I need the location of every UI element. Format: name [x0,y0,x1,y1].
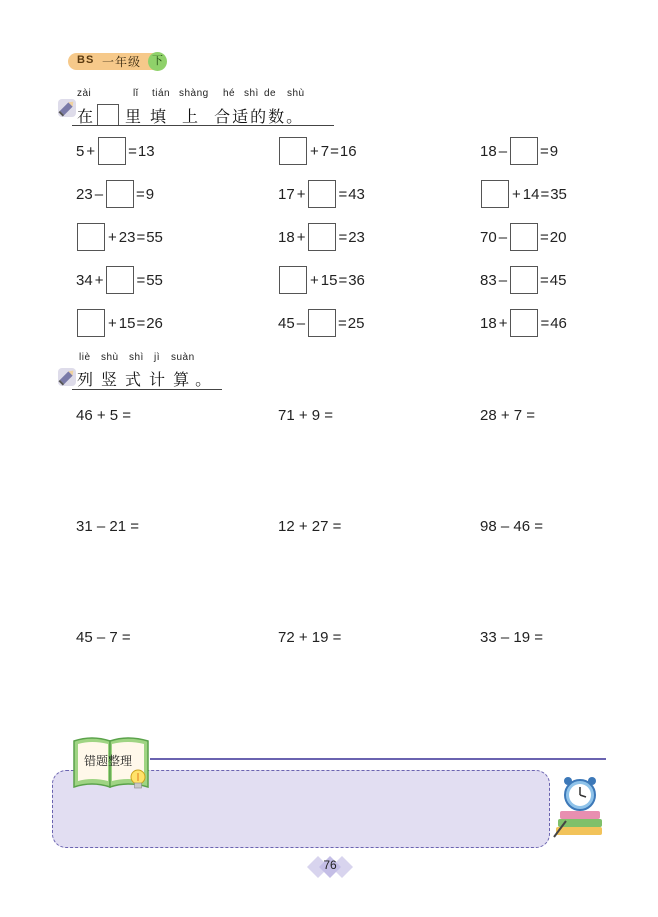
operand: 15 [320,271,338,289]
fill-in-equation [76,179,154,209]
answer-box[interactable] [308,309,336,337]
operator: + [296,228,306,246]
answer-box[interactable] [481,180,509,208]
result: 36 [348,271,365,289]
operator: + [512,185,521,203]
operator: – [498,228,508,246]
vertical-calc-prompt: 28 + 7 = [480,407,536,424]
fill-in-equation [480,308,567,338]
fill-in-equation [278,222,365,252]
operator: + [310,142,319,160]
pencil-icon [56,97,78,124]
operator: + [498,314,508,332]
result: 13 [137,142,155,160]
answer-box[interactable] [308,180,336,208]
equals-sign: = [540,271,549,289]
answer-box[interactable] [510,266,538,294]
result: 26 [146,314,163,332]
operator: + [86,142,96,160]
fill-in-equation [480,265,566,295]
operator: – [498,271,508,289]
operand: 18 [278,228,295,246]
clock-books-icon [552,775,608,844]
fill-in-equation [278,179,365,209]
operator: + [310,271,319,289]
operator: + [94,271,104,289]
operand: 14 [522,185,540,203]
equals-sign: = [136,314,146,332]
vertical-calc-prompt: 72 + 19 = [278,629,342,646]
operator: – [94,185,104,203]
operator: – [296,314,306,332]
equals-sign: = [136,185,145,203]
result: 55 [146,271,163,289]
result: 35 [550,185,567,203]
operator: + [108,228,117,246]
answer-box[interactable] [510,223,538,251]
term-badge: 下 [148,52,167,71]
vertical-calc-prompt: 12 + 27 = [278,518,342,535]
result: 20 [549,228,567,246]
fill-in-equation [76,222,163,252]
equals-sign: = [136,228,146,246]
answer-box[interactable] [98,137,126,165]
answer-box[interactable] [510,137,538,165]
result: 43 [348,185,365,203]
equals-sign: = [338,228,348,246]
divider-line [150,758,606,760]
operand: 83 [480,271,497,289]
equals-sign: = [338,185,348,203]
grade-tag [68,53,166,70]
section2-title: 列 竖 式 计 算 。 [77,371,212,389]
equals-sign: = [136,271,146,289]
fill-in-equation [76,136,155,166]
series-label: BS [77,54,95,66]
operand: 17 [278,185,295,203]
answer-box[interactable] [510,309,538,337]
vertical-calc-prompt: 45 – 7 = [76,629,131,646]
operand: 18 [480,314,497,332]
answer-box[interactable] [77,309,105,337]
operator: – [498,142,508,160]
equals-sign: = [540,185,550,203]
review-label: 错题整理 [84,754,133,768]
fill-in-equation [278,265,365,295]
answer-box[interactable] [308,223,336,251]
operand: 5 [76,142,85,160]
vertical-calc-prompt: 33 – 19 = [480,629,543,646]
result: 9 [145,185,155,203]
answer-box[interactable] [77,223,105,251]
section1-title: 在 里 填 上 合 适 的 数 。 [77,104,302,126]
operand: 18 [480,142,497,160]
operand: 15 [118,314,136,332]
title-blank-box [97,104,119,126]
equals-sign: = [540,142,549,160]
operand: 45 [278,314,295,332]
equals-sign: = [338,314,347,332]
result: 45 [549,271,567,289]
fill-in-equation [480,136,558,166]
operand: 70 [480,228,497,246]
answer-box[interactable] [279,137,307,165]
heading-underline [72,125,334,126]
fill-in-equation [480,222,566,252]
result: 55 [146,228,163,246]
equals-sign: = [540,228,549,246]
vertical-calc-prompt: 71 + 9 = [278,407,334,424]
equals-sign: = [330,142,339,160]
fill-in-equation [278,136,357,166]
equals-sign: = [540,314,550,332]
heading-underline [72,389,222,390]
result: 25 [347,314,365,332]
operand: 34 [76,271,93,289]
operator: + [296,185,306,203]
fill-in-equation [76,308,163,338]
answer-box[interactable] [106,180,134,208]
page-number: 76 [323,858,337,872]
operand: 7 [320,142,330,160]
operator: + [108,314,117,332]
result: 23 [348,228,365,246]
result: 46 [550,314,567,332]
vertical-calc-prompt: 98 – 46 = [480,518,543,535]
result: 16 [339,142,357,160]
lightbulb-icon [128,768,148,797]
fill-in-equation [278,308,364,338]
operand: 23 [76,185,93,203]
result: 9 [549,142,559,160]
answer-box[interactable] [279,266,307,294]
vertical-calc-prompt: 46 + 5 = [76,407,132,424]
operand: 23 [118,228,136,246]
answer-box[interactable] [106,266,134,294]
fill-in-equation [76,265,163,295]
fill-in-equation [480,179,567,209]
vertical-calc-prompt: 31 – 21 = [76,518,139,535]
equals-sign: = [338,271,348,289]
grade-label: 一年级 [102,55,142,69]
equals-sign: = [128,142,137,160]
